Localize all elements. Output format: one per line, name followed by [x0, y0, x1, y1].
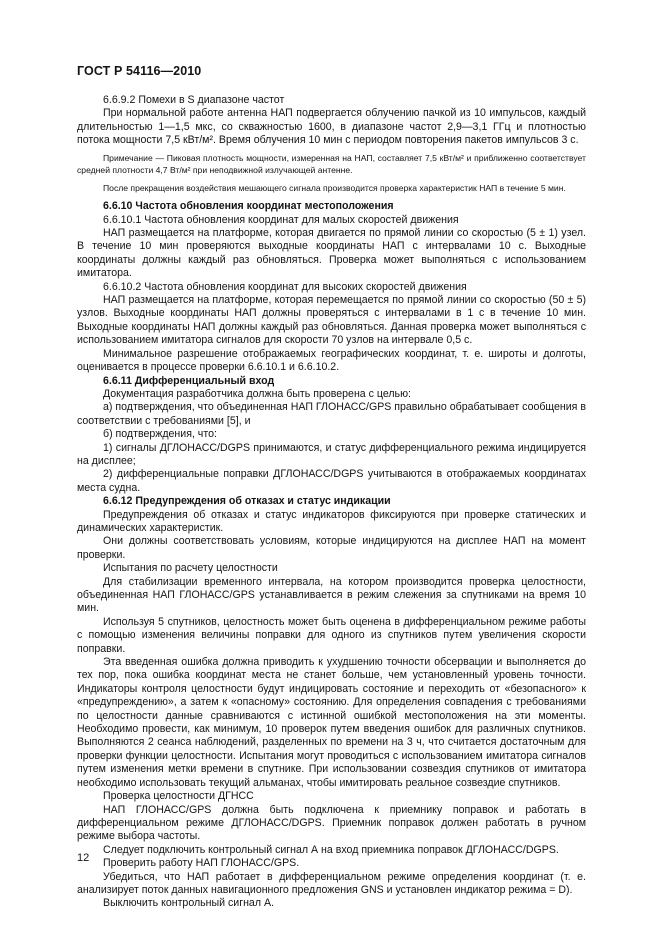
section-heading: 6.6.10 Частота обновления координат местоположения	[103, 200, 394, 213]
paragraph: Следует подключить контрольный сигнал А на вход приемника поправок ДГЛОНАСС/DGPS.	[103, 843, 559, 856]
paragraph: Для стабилизации временного интервала, на котором производится проверка целостности, объединенная НАП ГЛОНАСС/GPS устанавливается в режим слежения за спутниками на время 10 мин.	[77, 575, 586, 615]
paragraph: Документация разработчика должна быть проверена с целью:	[103, 387, 411, 400]
document-body	[77, 94, 586, 911]
section-heading: 6.6.12 Предупреждения об отказах и статус индикации	[103, 495, 391, 508]
paragraph: 6.6.9.2 Помехи в S диапазоне частот	[103, 94, 285, 106]
paragraph: При нормальной работе антенна НАП подвергается облучению пачкой из 10 импульсов, каждый длительностью 1—1,5 мкс, со скважностью 1600, в диапазоне частот 2,9—3,1 ГГц и плотностью потока мощности 7,5 кВт/м². Время облучения 10 мин с периодом повторения пакетов импульсов 3 с.	[77, 107, 586, 147]
paragraph: После прекращения воздействия мешающего сигнала производится проверка характеристик НАП в течение 5 мин.	[103, 183, 566, 194]
section-heading: 6.6.11 Дифференциальный вход	[103, 374, 275, 387]
paragraph: 1) сигналы ДГЛОНАСС/DGPS принимаются, и статус дифференциального режима индицируется на дисплее;	[77, 441, 586, 467]
document-header: ГОСТ Р 54116—2010	[77, 64, 202, 78]
paragraph: Проверить работу НАП ГЛОНАСС/GPS.	[103, 857, 300, 870]
paragraph: Минимальное разрешение отображаемых географических координат, т. е. широты и долготы, оценивается в процессе проверки 6.6.10.1 и 6.6.10.2.	[77, 347, 586, 374]
paragraph: НАП размещается на платформе, которая двигается по прямой линии со скоростью (5 ± 1) узел. В течение 10 мин проверяются выходные координаты НАП с интервалами 10 с. Выходные координаты должны каждый раз обновляться. Проверка может выполняться с использованием имитатора.	[77, 227, 586, 280]
paragraph: НАП ГЛОНАСС/GPS должна быть подключена к приемнику поправок и работать в дифференциальном режиме ДГЛОНАСС/DGPS. Приемник поправок должен работать в ручном режиме выбора частоты.	[77, 803, 586, 843]
paragraph: Они должны соответствовать условиям, которые индицируются на дисплее НАП на момент проверки.	[77, 535, 586, 561]
page-number: 12	[77, 852, 90, 864]
paragraph: 6.6.10.1 Частота обновления координат для малых скоростей движения	[103, 213, 459, 226]
paragraph: НАП размещается на платформе, которая перемещается по прямой линии со скоростью (50 ± 5) узлов. Выходные координаты НАП должны проверяться с интервалами в 1 с в течение 10 мин. Выходные координаты НАП должны каждый раз обновляться. Данная проверка может выполняться с использованием имитатора сигналов для скорости 70 узлов на интервале 0,5 с.	[77, 294, 586, 347]
paragraph: Испытания по расчету целостности	[103, 562, 278, 575]
paragraph: Эта введенная ошибка должна приводить к ухудшению точности обсервации и выполняется до тех пор, пока ошибка координат места не станет больше, чем установленный уровень точности. Индикаторы контроля целостности будут индицировать состояние и переходить от «безопасного» к «предупреждению», а затем к «опасному» состоянию. Для определения совпадения с требованиями по целостности данные сравниваются с истинной ошибкой местоположения на эти моменты. Необходимо провести, как минимум, 10 проверок путем введения ошибок для различных спутников. Выполняются 2 сеанса наблюдений, разделенных по времени на 3 ч, что считается достаточным для проверки функции целостности. Испытания могут проводиться с использованием имитатора сигналов путем изменения метки времени в спутнике. При использовании созвездия спутников от имитатора необходимо использовать текущий альманах, чтобы имитировать реальное созвездие спутников.	[77, 656, 586, 789]
paragraph: б) подтверждения, что:	[103, 428, 217, 441]
paragraph: Убедиться, что НАП работает в дифференциальном режиме определения координат (т. е. анализирует поток данных навигационного предложения GNS и установлен индикатор режима = D).	[77, 870, 586, 896]
paragraph: Выключить контрольный сигнал А.	[103, 897, 274, 910]
paragraph: а) подтверждения, что объединенная НАП ГЛОНАСС/GPS правильно обрабатывает сообщения в соответствии с требованиями [5], и	[77, 401, 586, 427]
paragraph: 6.6.10.2 Частота обновления координат для высоких скоростей движения	[103, 280, 467, 293]
paragraph: 2) дифференциальные поправки ДГЛОНАСС/DGPS учитываются в отображаемых координатах места судна.	[77, 468, 586, 494]
paragraph: Используя 5 спутников, целостность может быть оценена в дифференциальном режиме работы с помощью изменения величины поправки для одного из спутников путем увеличения скорости поправки.	[77, 615, 586, 655]
paragraph: Предупреждения об отказах и статус индикаторов фиксируются при проверке статических и динамических характеристик.	[77, 508, 586, 534]
note: Примечание — Пиковая плотность мощности, измеренная на НАП, составляет 7,5 кВт/м² и приближенно соответствует средней плотности 4,7 Вт/м² при неподвижной излучающей антенне.	[77, 152, 586, 175]
paragraph: Проверка целостности ДГНСС	[103, 790, 254, 803]
